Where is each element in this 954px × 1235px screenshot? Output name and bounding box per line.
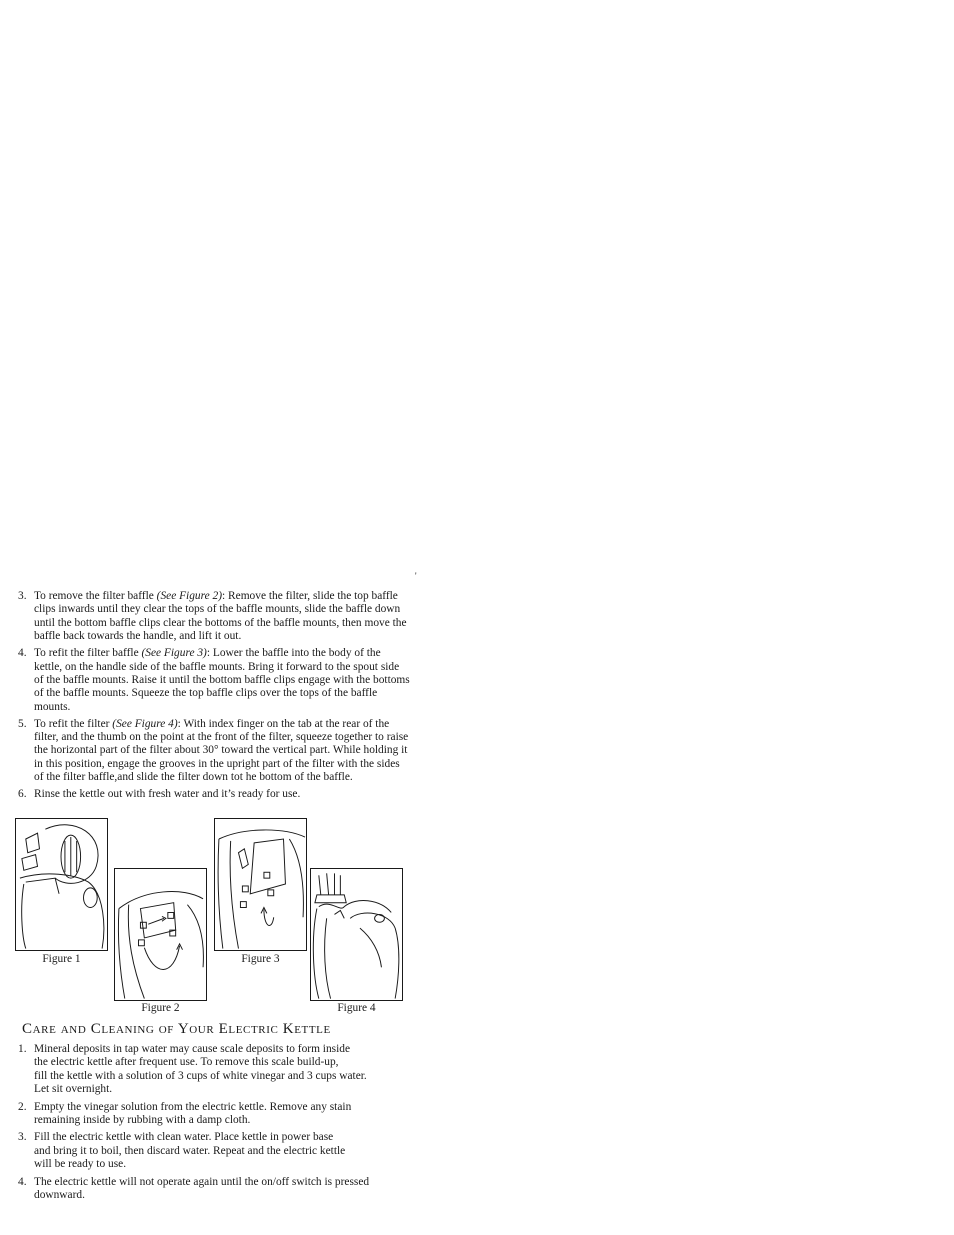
- care-section-heading: Care and Cleaning of Your Electric Kettle: [22, 1021, 331, 1037]
- step-lead: Rinse the kettle out with fresh water and it’s ready for use.: [34, 788, 301, 801]
- step-lead: To remove the filter baffle: [34, 590, 157, 602]
- step-lead: To refit the filter: [34, 717, 113, 730]
- step-item: [18, 590, 410, 644]
- figure-2-caption: Figure 2: [141, 1002, 180, 1014]
- figure-1-illustration: [15, 818, 108, 951]
- care-number: 1.: [18, 1043, 27, 1055]
- step-item: [18, 788, 410, 801]
- care-number: 3.: [18, 1131, 27, 1144]
- step-text: : Lower the baffle into the body of the kettle, on the handle side of the baffle mounts. Bring it forward to the spout side of the baffle mounts. Raise it until the bottom baffle clips engage with the bottoms of the baffle mounts. Squeeze the top baffle clips over the tops of the baffle mounts.: [34, 647, 410, 713]
- step-lead: To refit the filter baffle: [34, 647, 142, 660]
- care-item: [18, 1043, 410, 1097]
- care-line: downward.: [34, 1189, 85, 1202]
- care-number: 4.: [18, 1175, 27, 1188]
- care-line: will be ready to use.: [34, 1158, 127, 1171]
- step-number: 6.: [18, 788, 27, 801]
- care-line: and bring it to boil, then discard water. Repeat and the electric kettle: [34, 1144, 346, 1157]
- step-number: 3.: [18, 590, 27, 602]
- care-line: fill the kettle with a solution of 3 cups of white vinegar and 3 cups water.: [34, 1069, 367, 1082]
- care-number: 2.: [18, 1100, 27, 1113]
- step-text: : With index finger on the tab at the rear of the filter, and the thumb on the point at the front of the filter, squeeze together to raise the horizontal part of the filter about 30° toward the vertical part. While holding it in this position, engage the grooves in the upright part of the filter with the sides of the filter baffle,and slide the filter down tot he bottom of the baffle.: [34, 717, 409, 784]
- step-number: 5.: [18, 717, 27, 730]
- figure-2-illustration: [114, 868, 207, 1001]
- figure-4-illustration: [310, 868, 403, 1001]
- instruction-steps: [18, 590, 410, 805]
- figure-3-caption: Figure 3: [241, 953, 280, 965]
- step-number: 4.: [18, 647, 27, 660]
- page-mark: ': [415, 571, 417, 581]
- figure-reference: (See Figure 4): [112, 717, 178, 730]
- step-text: : Remove the filter, slide the top baffle clips inwards until they clear the tops of the baffle mounts, slide the baffle down until the bottom baffle clips clear the bottoms of the baffle mounts, then move the baffle back towards the handle, and lift it out.: [34, 590, 407, 643]
- care-line: the electric kettle after frequent use. To remove this scale build-up,: [34, 1056, 339, 1069]
- figure-3-illustration: [214, 818, 307, 951]
- figure-reference: (See Figure 2): [156, 590, 223, 602]
- care-steps: [18, 1043, 410, 1206]
- care-item: [18, 1176, 410, 1203]
- care-line: Fill the electric kettle with clean water. Place kettle in power base: [34, 1131, 334, 1144]
- step-item: [18, 647, 410, 714]
- care-line: Let sit overnight.: [34, 1083, 113, 1096]
- care-item: [18, 1131, 410, 1171]
- figure-4-caption: Figure 4: [337, 1002, 376, 1014]
- care-line: remaining inside by rubbing with a damp cloth.: [34, 1114, 251, 1127]
- step-item: [18, 718, 410, 785]
- figure-1-caption: Figure 1: [42, 953, 81, 965]
- care-item: [18, 1101, 410, 1128]
- care-line: The electric kettle will not operate again until the on/off switch is pressed: [34, 1175, 370, 1188]
- care-line: Empty the vinegar solution from the electric kettle. Remove any stain: [34, 1100, 352, 1113]
- care-line: Mineral deposits in tap water may cause scale deposits to form inside: [34, 1043, 351, 1055]
- figure-reference: (See Figure 3): [141, 647, 207, 660]
